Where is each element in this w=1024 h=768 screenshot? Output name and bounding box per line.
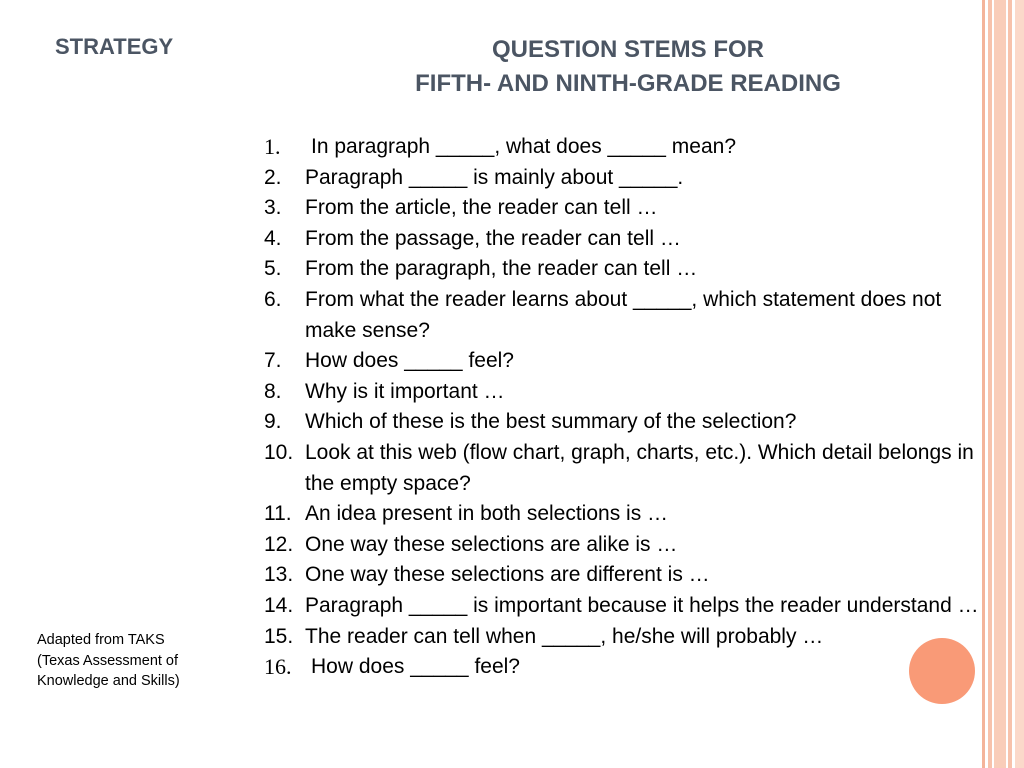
item-number: 1. (264, 134, 281, 159)
list-item (264, 622, 984, 653)
item-number: 3. (264, 196, 282, 220)
item-text: From what the reader learns about _____, which statement does not make sense? (305, 287, 942, 342)
item-text: One way these selections are alike is … (305, 532, 678, 556)
item-text: From the article, the reader can tell … (305, 196, 658, 220)
list-item (264, 224, 984, 255)
list-item (264, 652, 984, 683)
list-item (264, 193, 984, 224)
list-item (264, 377, 984, 408)
item-text: Look at this web (flow chart, graph, charts, etc.). Which detail belongs in the empty space? (305, 440, 974, 495)
item-text: From the passage, the reader can tell … (305, 226, 681, 250)
stripe (1008, 0, 1012, 768)
item-number: 15. (264, 624, 294, 648)
item-number: 16. (264, 654, 292, 680)
item-number: 9. (264, 410, 282, 434)
question-stems-list (264, 132, 984, 683)
list-item (264, 438, 984, 499)
item-number: 5. (264, 257, 282, 281)
decorative-circle (909, 638, 975, 704)
item-number: 7. (264, 349, 282, 373)
list-item (264, 163, 984, 194)
item-number: 8. (264, 379, 282, 403)
stripe (1015, 0, 1024, 768)
item-text: Paragraph _____ is mainly about _____. (305, 165, 684, 189)
item-text: How does _____ feel? (305, 349, 514, 373)
item-number: 14. (264, 593, 294, 617)
item-text: Paragraph _____ is important because it helps the reader understand … (305, 593, 979, 617)
item-number: 12. (264, 532, 294, 556)
item-text: An idea present in both selections is … (305, 502, 669, 526)
list-item (264, 591, 984, 622)
item-number: 10. (264, 440, 294, 464)
item-text: From the paragraph, the reader can tell … (305, 257, 698, 281)
list-item (264, 254, 984, 285)
item-text: Which of these is the best summary of the selection? (305, 410, 797, 434)
item-text: The reader can tell when _____, he/she will probably … (305, 624, 824, 648)
slide-title (300, 33, 956, 101)
item-text: One way these selections are different is … (305, 563, 710, 587)
list-item (264, 407, 984, 438)
item-number: 4. (264, 226, 282, 250)
strategy-label: STRATEGY (55, 34, 174, 59)
item-number: 6. (264, 287, 282, 311)
item-number: 13. (264, 563, 294, 587)
list-item (264, 132, 984, 163)
list-item (264, 346, 984, 377)
stripe (988, 0, 992, 768)
item-text: Why is it important … (305, 379, 505, 403)
item-number: 11. (264, 502, 292, 526)
item-number: 2. (264, 165, 282, 189)
list-item (264, 530, 984, 561)
title-line-2: FIFTH- AND NINTH-GRADE READING (415, 70, 841, 97)
source-note: Adapted from TAKS (Texas Assessment of Knowledge and Skills) (37, 632, 180, 689)
decorative-side-stripes (982, 0, 1024, 768)
list-item (264, 560, 984, 591)
title-line-1: QUESTION STEMS FOR (491, 36, 764, 63)
item-text: In paragraph _____, what does _____ mean? (311, 135, 736, 158)
stripe (994, 0, 1006, 768)
list-item (264, 285, 984, 346)
item-text: How does _____ feel? (311, 655, 520, 679)
list-item (264, 499, 984, 530)
